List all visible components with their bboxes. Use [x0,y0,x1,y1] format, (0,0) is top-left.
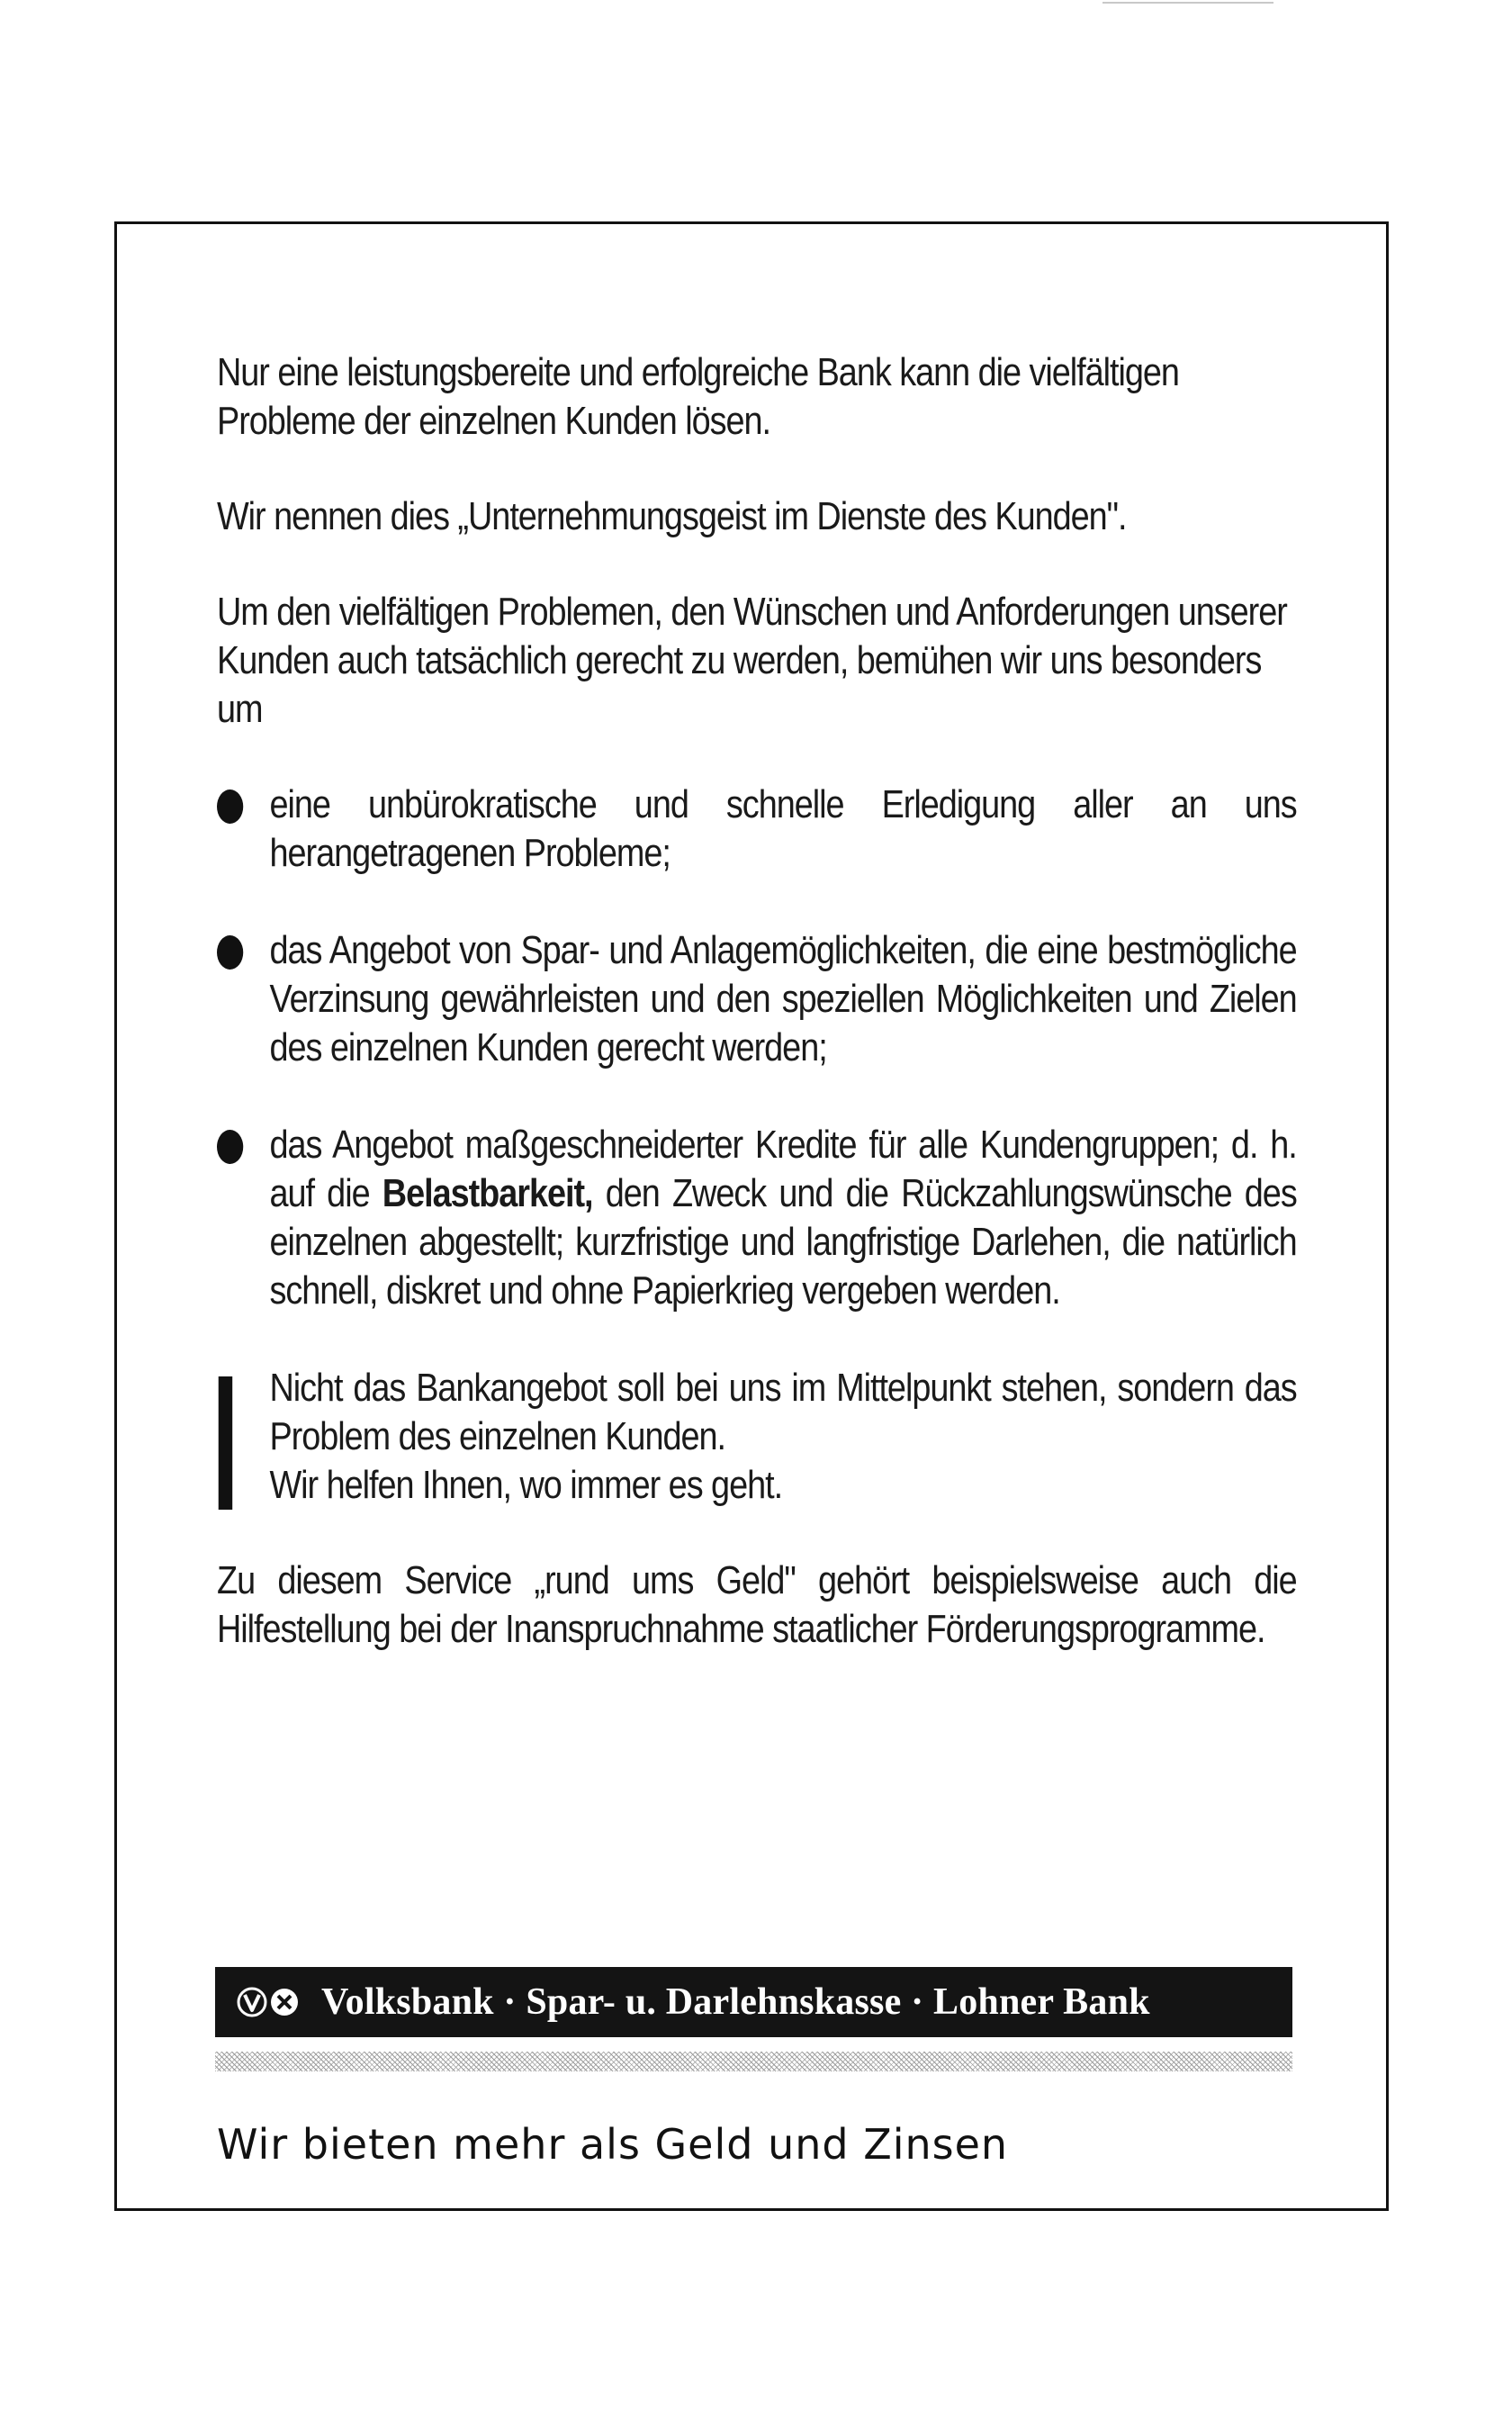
highlight-bar-icon [219,1376,232,1510]
slogan: Wir bieten mehr als Geld und Zinsen [217,2120,1009,2169]
bullet-text: eine unbürokratische und schnelle Erledigung aller an uns herangetragenen Probleme; [269,782,1297,875]
crossed-horses-logo-icon [269,1987,300,2017]
bullet-text: das Angebot von Spar- und Anlagemöglichkeiten, die eine bestmögliche Verzinsung gewährleisten und den speziellen Möglichkeiten und Zielen des einzelnen Kunden gerecht werden; [269,928,1297,1069]
bullet-text-after: den Zweck und die Rückzahlungswünsche des einzelnen abgestellt; kurzfristige und langfristige Darlehen, die natürlich schnell, diskret und ohne Papierkrieg vergeben werden. [269,1171,1297,1313]
bullet-text-bold: Belastbarkeit, [382,1171,593,1215]
service-bullet-list [217,780,1297,1315]
bullet-item-1 [217,780,1297,878]
v-logo-icon [237,1987,267,2017]
closing-paragraph: Zu diesem Service „rund ums Geld" gehört beispielsweise auch die Hilfestellung bei der Inanspruchnahme staatlicher Förderungsprogramme. [217,1558,1297,1651]
highlight-block [217,1364,1297,1510]
intro-paragraph-1: Nur eine leistungsbereite und erfolgreiche Bank kann die vielfältigen Probleme der einzelnen Kunden lösen. [217,350,1179,443]
bullet-item-2 [217,926,1297,1072]
bullet-dot-icon [217,789,243,824]
intro-paragraph-2: Wir nennen dies „Unternehmungsgeist im Dienste des Kunden". [217,494,1127,538]
bullet-dot-icon [217,1130,243,1164]
bullet-dot-icon [217,935,243,970]
bullet-item-3 [217,1121,1297,1315]
scan-artifact-line [1102,2,1274,4]
highlight-line-1: Nicht das Bankangebot soll bei uns im Mittelpunkt stehen, sondern das Problem des einzelnen Kunden. [269,1366,1297,1458]
highlight-line-2: Wir helfen Ihnen, wo immer es geht. [269,1463,783,1507]
body-text [217,348,1297,1654]
volksbank-raiffeisen-logo-icon [237,1987,300,2017]
intro-paragraph-3: Um den vielfältigen Problemen, den Wünschen und Anforderungen unserer Kunden auch tatsächlich gerecht zu werden, bemühen wir uns besonders um [217,590,1287,731]
dither-separator [215,2052,1292,2071]
advertisement-frame [114,221,1389,2211]
bank-name: Volksbank · Spar- u. Darlehnskasse · Lohner Bank [321,1981,1150,2023]
bullet-text-before: das Angebot maßgeschneiderter Kredite für alle Kundengruppen; d. h. auf die [269,1123,1297,1215]
bank-banner [215,1967,1292,2037]
